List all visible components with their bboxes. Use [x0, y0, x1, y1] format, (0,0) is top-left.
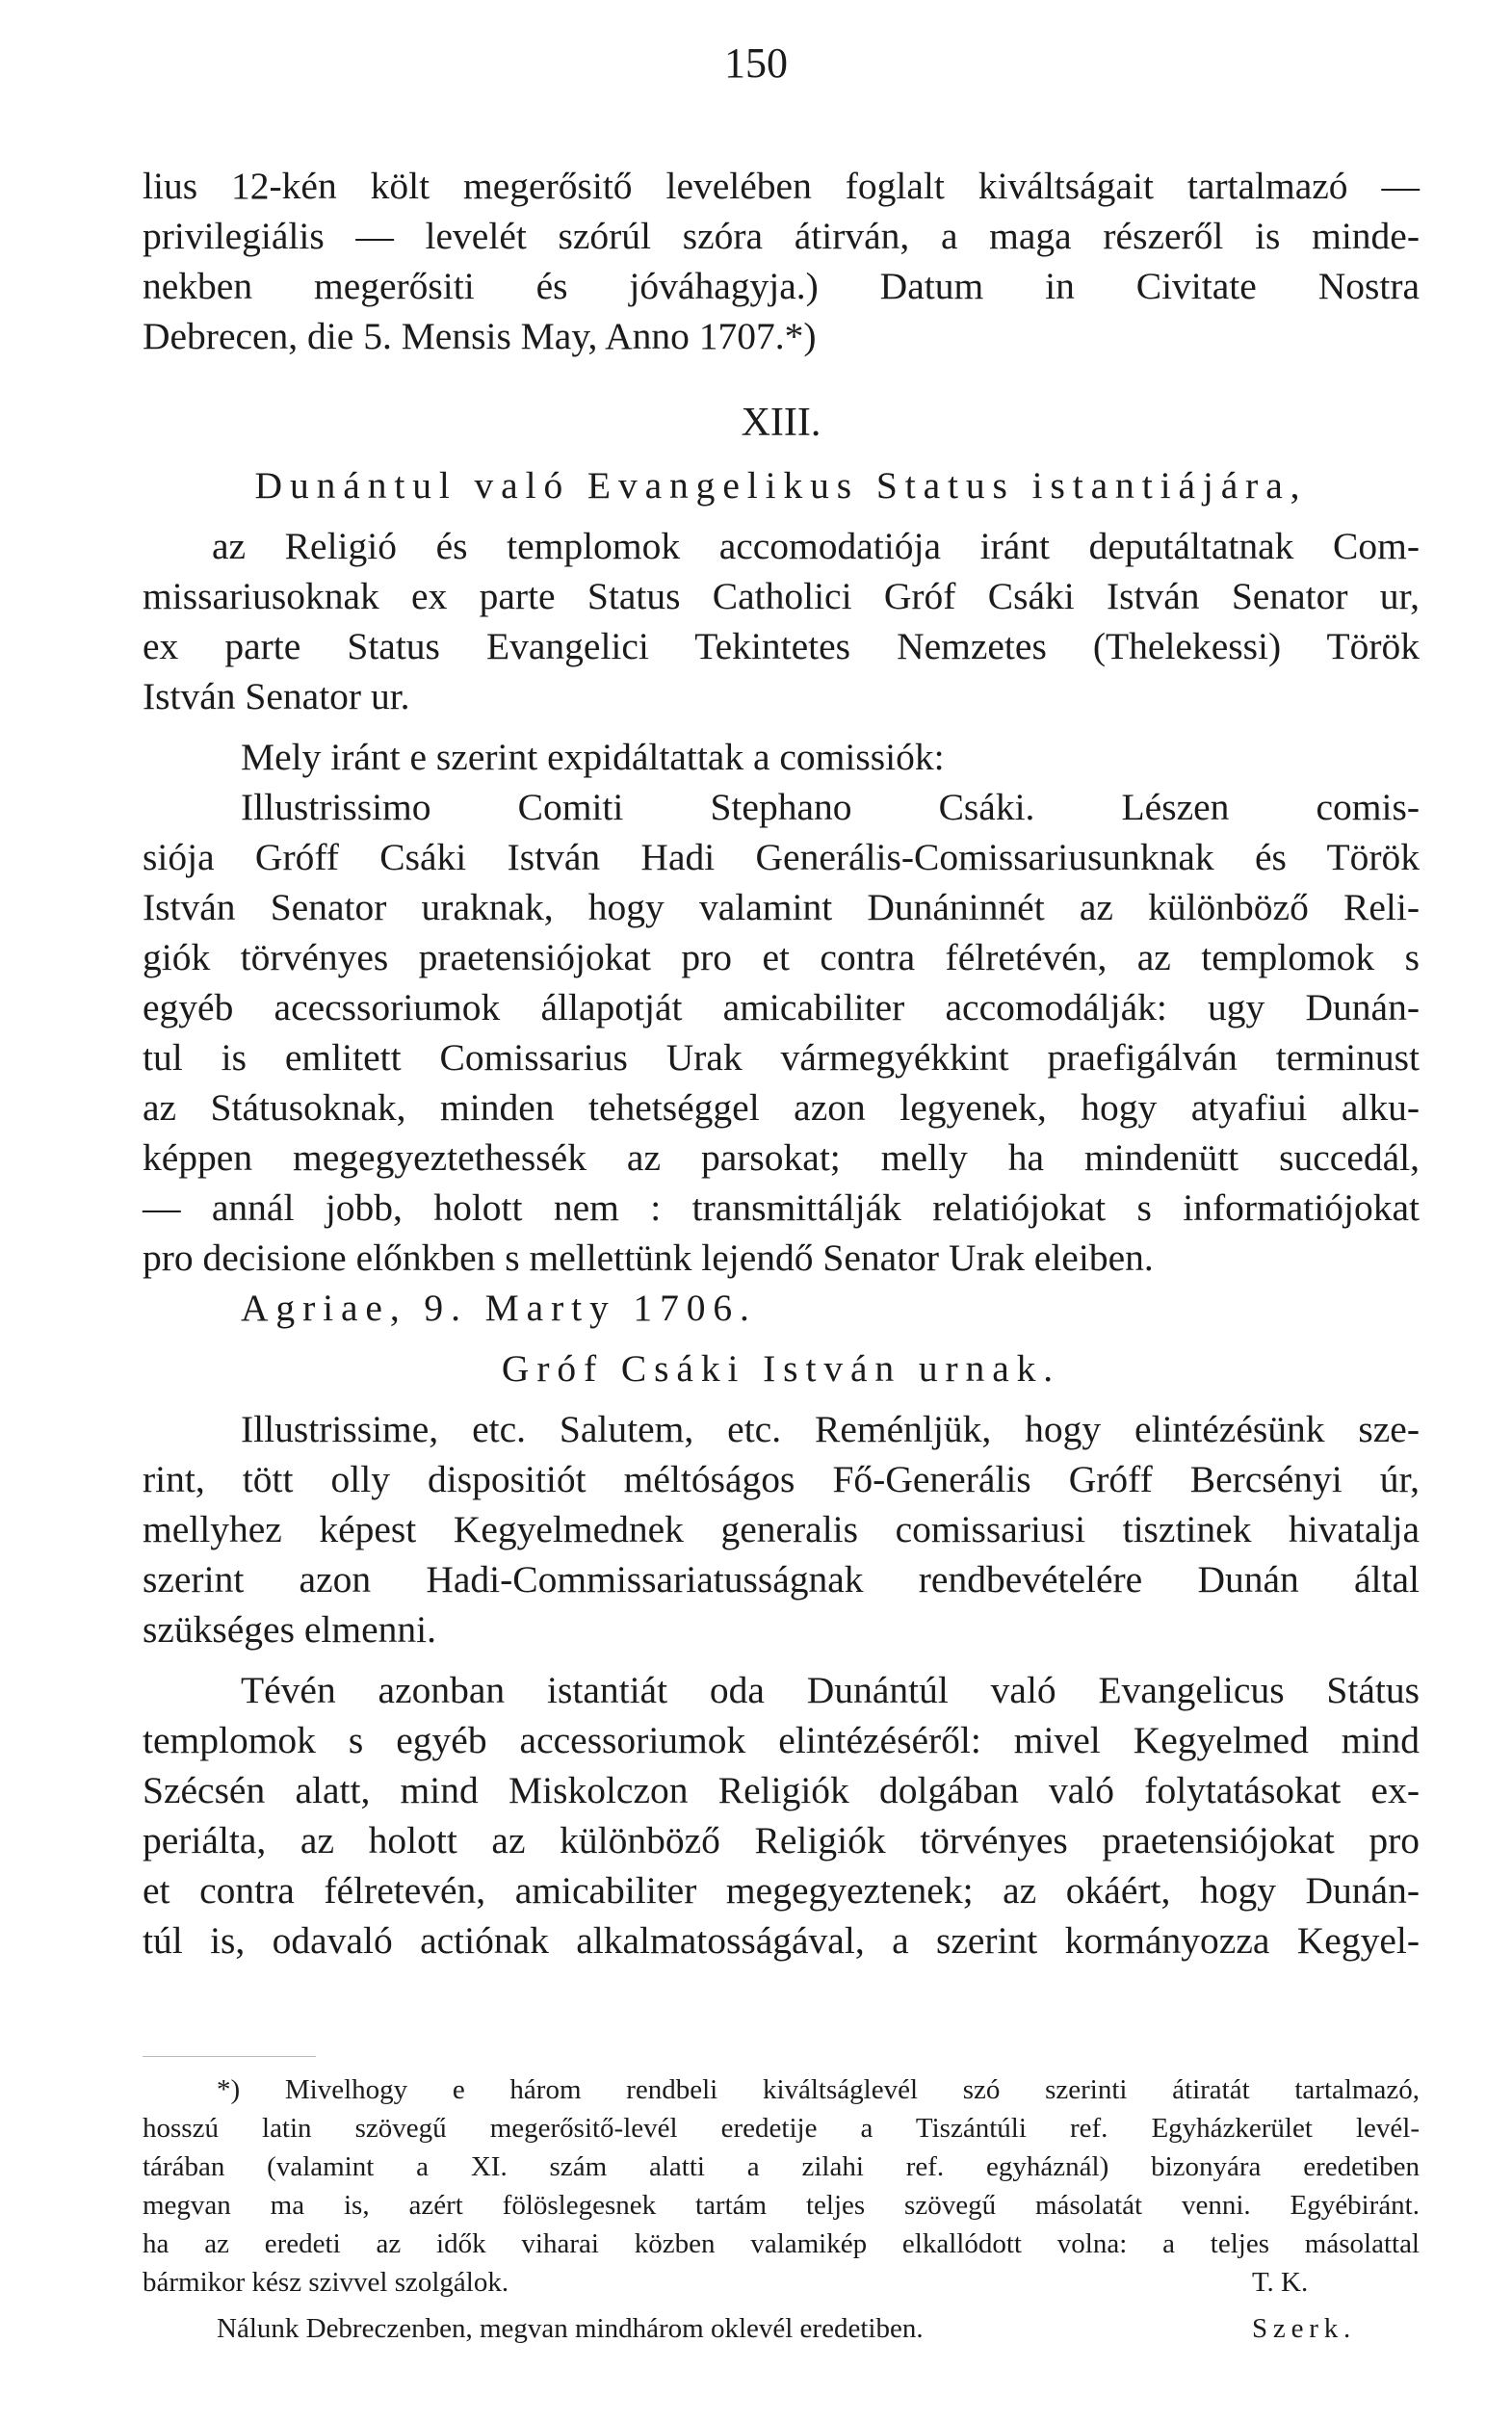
footnote-line: hosszú latin szövegű megerősitő-levél eredetije a Tiszántúli ref. Egyházkerület levél-: [143, 2113, 1420, 2144]
text-line: Tévén azonban istantiát oda Dunántúl való Evangelicus Státus: [241, 1669, 1420, 1711]
text-line: privilegiális — levelét szórúl szóra átirván, a maga részeről is minde-: [143, 215, 1420, 257]
text-line: képpen megegyeztethessék az parsokat; melly ha mindenütt succedál,: [143, 1136, 1420, 1179]
text-line: — annál jobb, holott nem : transmittálják relatiójokat s informatiójokat: [143, 1186, 1420, 1229]
text-line: tul is emlitett Comissarius Urak vármegyékkint praefigálván terminust: [143, 1036, 1420, 1079]
footnote-line: ha az eredeti az idők viharai közben valamikép elkallódott volna: a teljes másolattal: [143, 2228, 1420, 2259]
footnote-signature: T. K.: [1252, 2267, 1309, 2298]
text-line: szükséges elmenni.: [143, 1608, 436, 1651]
footnote-line: tárában (valamint a XI. szám alatti a zilahi ref. egyháznál) bizonyára eredetiben: [143, 2151, 1420, 2182]
footnote-divider: [143, 2056, 316, 2057]
text-line: Illustrissime, etc. Salutem, etc. Reménljük, hogy elintézésünk sze-: [241, 1408, 1420, 1450]
section-heading-line: missariusoknak ex parte Status Catholici Gróf Csáki István Senator ur,: [143, 575, 1420, 617]
text-line: mellyhez képest Kegyelmednek generalis comissariusi tisztinek hivatalja: [143, 1508, 1420, 1550]
section-heading-line: István Senator ur.: [143, 675, 410, 717]
text-line: rint, tött olly dispositiót méltóságos Fő-Generális Gróff Bercsényi úr,: [143, 1458, 1420, 1500]
section-heading-title: Dunántul való Evangelikus Status istantiájára,: [254, 464, 1308, 507]
text-line: lius 12-kén költ megerősitő levelében foglalt kiváltságait tartalmazó —: [143, 165, 1420, 207]
text-line: túl is, odavaló actiónak alkalmatosságával, a szerint kormányozza Kegyel-: [143, 1919, 1420, 1962]
text-line: templomok s egyéb accessoriumok elintézéséről: mivel Kegyelmed mind: [143, 1719, 1420, 1761]
letter-title: Gróf Csáki István urnak.: [501, 1347, 1061, 1390]
text-line: nekben megerősiti és jóváhagyja.) Datum in Civitate Nostra: [143, 265, 1420, 307]
text-line: siója Gróff Csáki István Hadi Generális-Comissariusunknak és Török: [143, 836, 1420, 878]
footnote-line: *) Mivelhogy e három rendbeli kiváltságlevél szó szerinti átiratát tartalmazó,: [217, 2074, 1420, 2105]
text-line: pro decisione előnkben s mellettünk lejendő Senator Urak eleiben.: [143, 1237, 1154, 1279]
text-line: Szécsén alatt, mind Miskolczon Religiók dolgában való folytatásokat ex-: [143, 1769, 1420, 1811]
editor-note: Nálunk Debreczenben, megvan mindhárom oklevél eredetiben.: [217, 2313, 924, 2344]
date-line: Agriae, 9. Marty 1706.: [241, 1287, 757, 1329]
text-line: Illustrissimo Comiti Stephano Csáki. Lészen comis-: [241, 786, 1420, 828]
text-line: Debrecen, die 5. Mensis May, Anno 1707.*): [143, 315, 817, 357]
section-heading-line: az Religió és templomok accomodatiója iránt deputáltatnak Com-: [212, 525, 1420, 567]
editor-signature: Szerk.: [1252, 2313, 1357, 2344]
text-line: egyéb acecssoriumok állapotját amicabiliter accomodálják: ugy Dunán-: [143, 986, 1420, 1028]
footnote-line: bármikor kész szivvel szolgálok.: [143, 2267, 509, 2298]
text-line: et contra félretevén, amicabiliter megegyeztenek; az okáért, hogy Dunán-: [143, 1869, 1420, 1912]
footnote-line: megvan ma is, azért fölöslegesnek tartám teljes szövegű másolatát venni. Egyébiránt.: [143, 2190, 1420, 2221]
text-line: István Senator uraknak, hogy valamint Dunáninnét az különböző Reli-: [143, 886, 1420, 928]
section-heading-line: ex parte Status Evangelici Tekintetes Nemzetes (Thelekessi) Török: [143, 625, 1420, 667]
text-line: periálta, az holott az különböző Religiók törvényes praetensiójokat pro: [143, 1819, 1420, 1861]
text-line: Mely iránt e szerint expidáltattak a comissiók:: [241, 736, 945, 778]
text-line: szerint azon Hadi-Commissariatusságnak rendbevételére Dunán által: [143, 1558, 1420, 1601]
text-line: giók törvényes praetensiójokat pro et contra félretévén, az templomok s: [143, 936, 1420, 978]
section-number: XIII.: [741, 401, 821, 445]
text-line: az Státusoknak, minden tehetséggel azon legyenek, hogy atyafiui alku-: [143, 1086, 1420, 1129]
page-number: 150: [724, 39, 788, 87]
